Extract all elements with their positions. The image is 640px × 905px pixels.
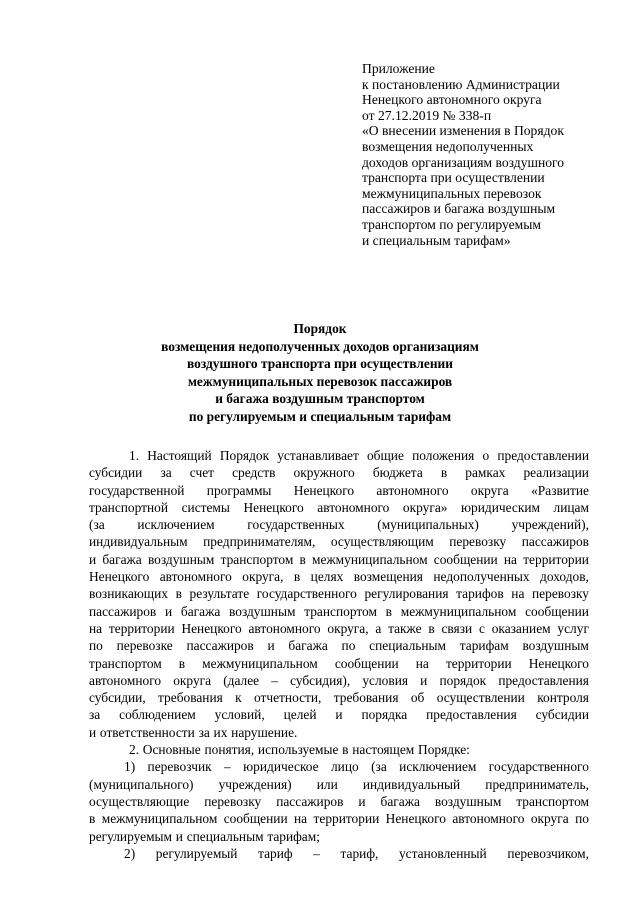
appendix-line: пассажиров и багажа воздушным: [362, 201, 556, 217]
paragraph-line: на территории Ненецкого автономного округа, а также в связи с оказанием услуг: [89, 620, 589, 636]
appendix-line: «О внесении изменения в Порядок: [362, 123, 564, 139]
appendix-line: Приложение: [362, 61, 435, 76]
paragraph: [89, 741, 589, 758]
paragraph-line: индивидуальным предпринимателям, осуществляющим перевозку пассажиров: [89, 534, 589, 550]
paragraph-line: возникающих в результате государственного регулирования тарифов на перевозку: [89, 586, 589, 602]
paragraph-line: осуществляющие перевозку пассажиров и багажа воздушным транспортом: [89, 793, 589, 809]
paragraph-line: транспортом в межмуниципальном сообщении на территории Ненецкого: [89, 655, 589, 671]
paragraph-line: по перевозке пассажиров и багажа по специальным тарифам воздушным: [89, 638, 589, 654]
paragraph-line: автономного округа (далее – субсидия), условия и порядок предоставления: [89, 672, 589, 688]
appendix-header: [362, 61, 564, 248]
appendix-line: и специальным тарифам»: [362, 232, 511, 248]
paragraph-line: и ответственности за их нарушение.: [89, 724, 298, 740]
document-title: [0, 320, 640, 426]
appendix-line: от 27.12.2019 № 338-п: [362, 107, 492, 123]
paragraph: [89, 447, 589, 741]
paragraph-line: (муниципального) учреждения) или индивидуальный предприниматель,: [89, 776, 589, 792]
paragraph-line: пассажиров и багажа воздушным транспортом в межмуниципальном сообщении: [89, 603, 589, 619]
paragraph-line: регулируемым и специальным тарифам;: [89, 828, 320, 844]
title-line: воздушного транспорта при осуществлении: [187, 356, 453, 372]
paragraph-line: Ненецкого автономного округа, в целях возмещения недополученных доходов,: [89, 569, 589, 585]
paragraph: [89, 758, 589, 844]
paragraph-line: 2. Основные понятия, используемые в настоящем Порядке:: [129, 742, 470, 758]
appendix-line: Ненецкого автономного округа: [362, 92, 542, 108]
appendix-line: транспорта при осуществлении: [362, 170, 545, 186]
paragraph: [89, 845, 589, 862]
paragraph-line: за соблюдением условий, целей и порядка предоставления субсидии: [89, 707, 589, 723]
paragraph-line: 1. Настоящий Порядок устанавливает общие положения о предоставлении: [129, 448, 589, 463]
document-body: [89, 447, 589, 862]
appendix-line: к постановлению Администрации: [362, 76, 560, 92]
paragraph-line: субсидии, требования к отчетности, требования об осуществлении контроля: [89, 690, 589, 706]
paragraph-line: субсидии за счет средств окружного бюджета в рамках реализации: [89, 465, 589, 481]
appendix-line: транспортом по регулируемым: [362, 216, 541, 232]
paragraph-line: транспортной системы Ненецкого автономного округа» юридическим лицам: [89, 499, 589, 515]
title-line: межмуниципальных перевозок пассажиров: [187, 373, 453, 389]
appendix-line: возмещения недополученных: [362, 138, 534, 154]
paragraph-line: 2) регулируемый тариф – тариф, установленный перевозчиком,: [124, 845, 589, 861]
paragraph-line: 1) перевозчик – юридическое лицо (за исключением государственного: [124, 759, 589, 775]
title-line: и багажа воздушным транспортом: [215, 391, 425, 407]
title-line: по регулируемым и специальным тарифам: [188, 408, 452, 424]
paragraph-line: в межмуниципальном сообщении на территории Ненецкого автономного округа по: [89, 811, 589, 827]
appendix-line: доходов организациям воздушного: [362, 154, 565, 170]
paragraph-line: и багажа воздушным транспортом в межмуниципальном сообщении на территории: [89, 551, 589, 567]
title-line: возмещения недополученных доходов организациям: [161, 338, 479, 354]
paragraph-line: государственной программы Ненецкого автономного округа «Развитие: [89, 482, 589, 498]
paragraph-line: (за исключением государственных (муниципальных) учреждений),: [89, 517, 589, 533]
appendix-line: межмуниципальных перевозок: [362, 185, 542, 201]
title-heading: Порядок: [293, 321, 347, 336]
